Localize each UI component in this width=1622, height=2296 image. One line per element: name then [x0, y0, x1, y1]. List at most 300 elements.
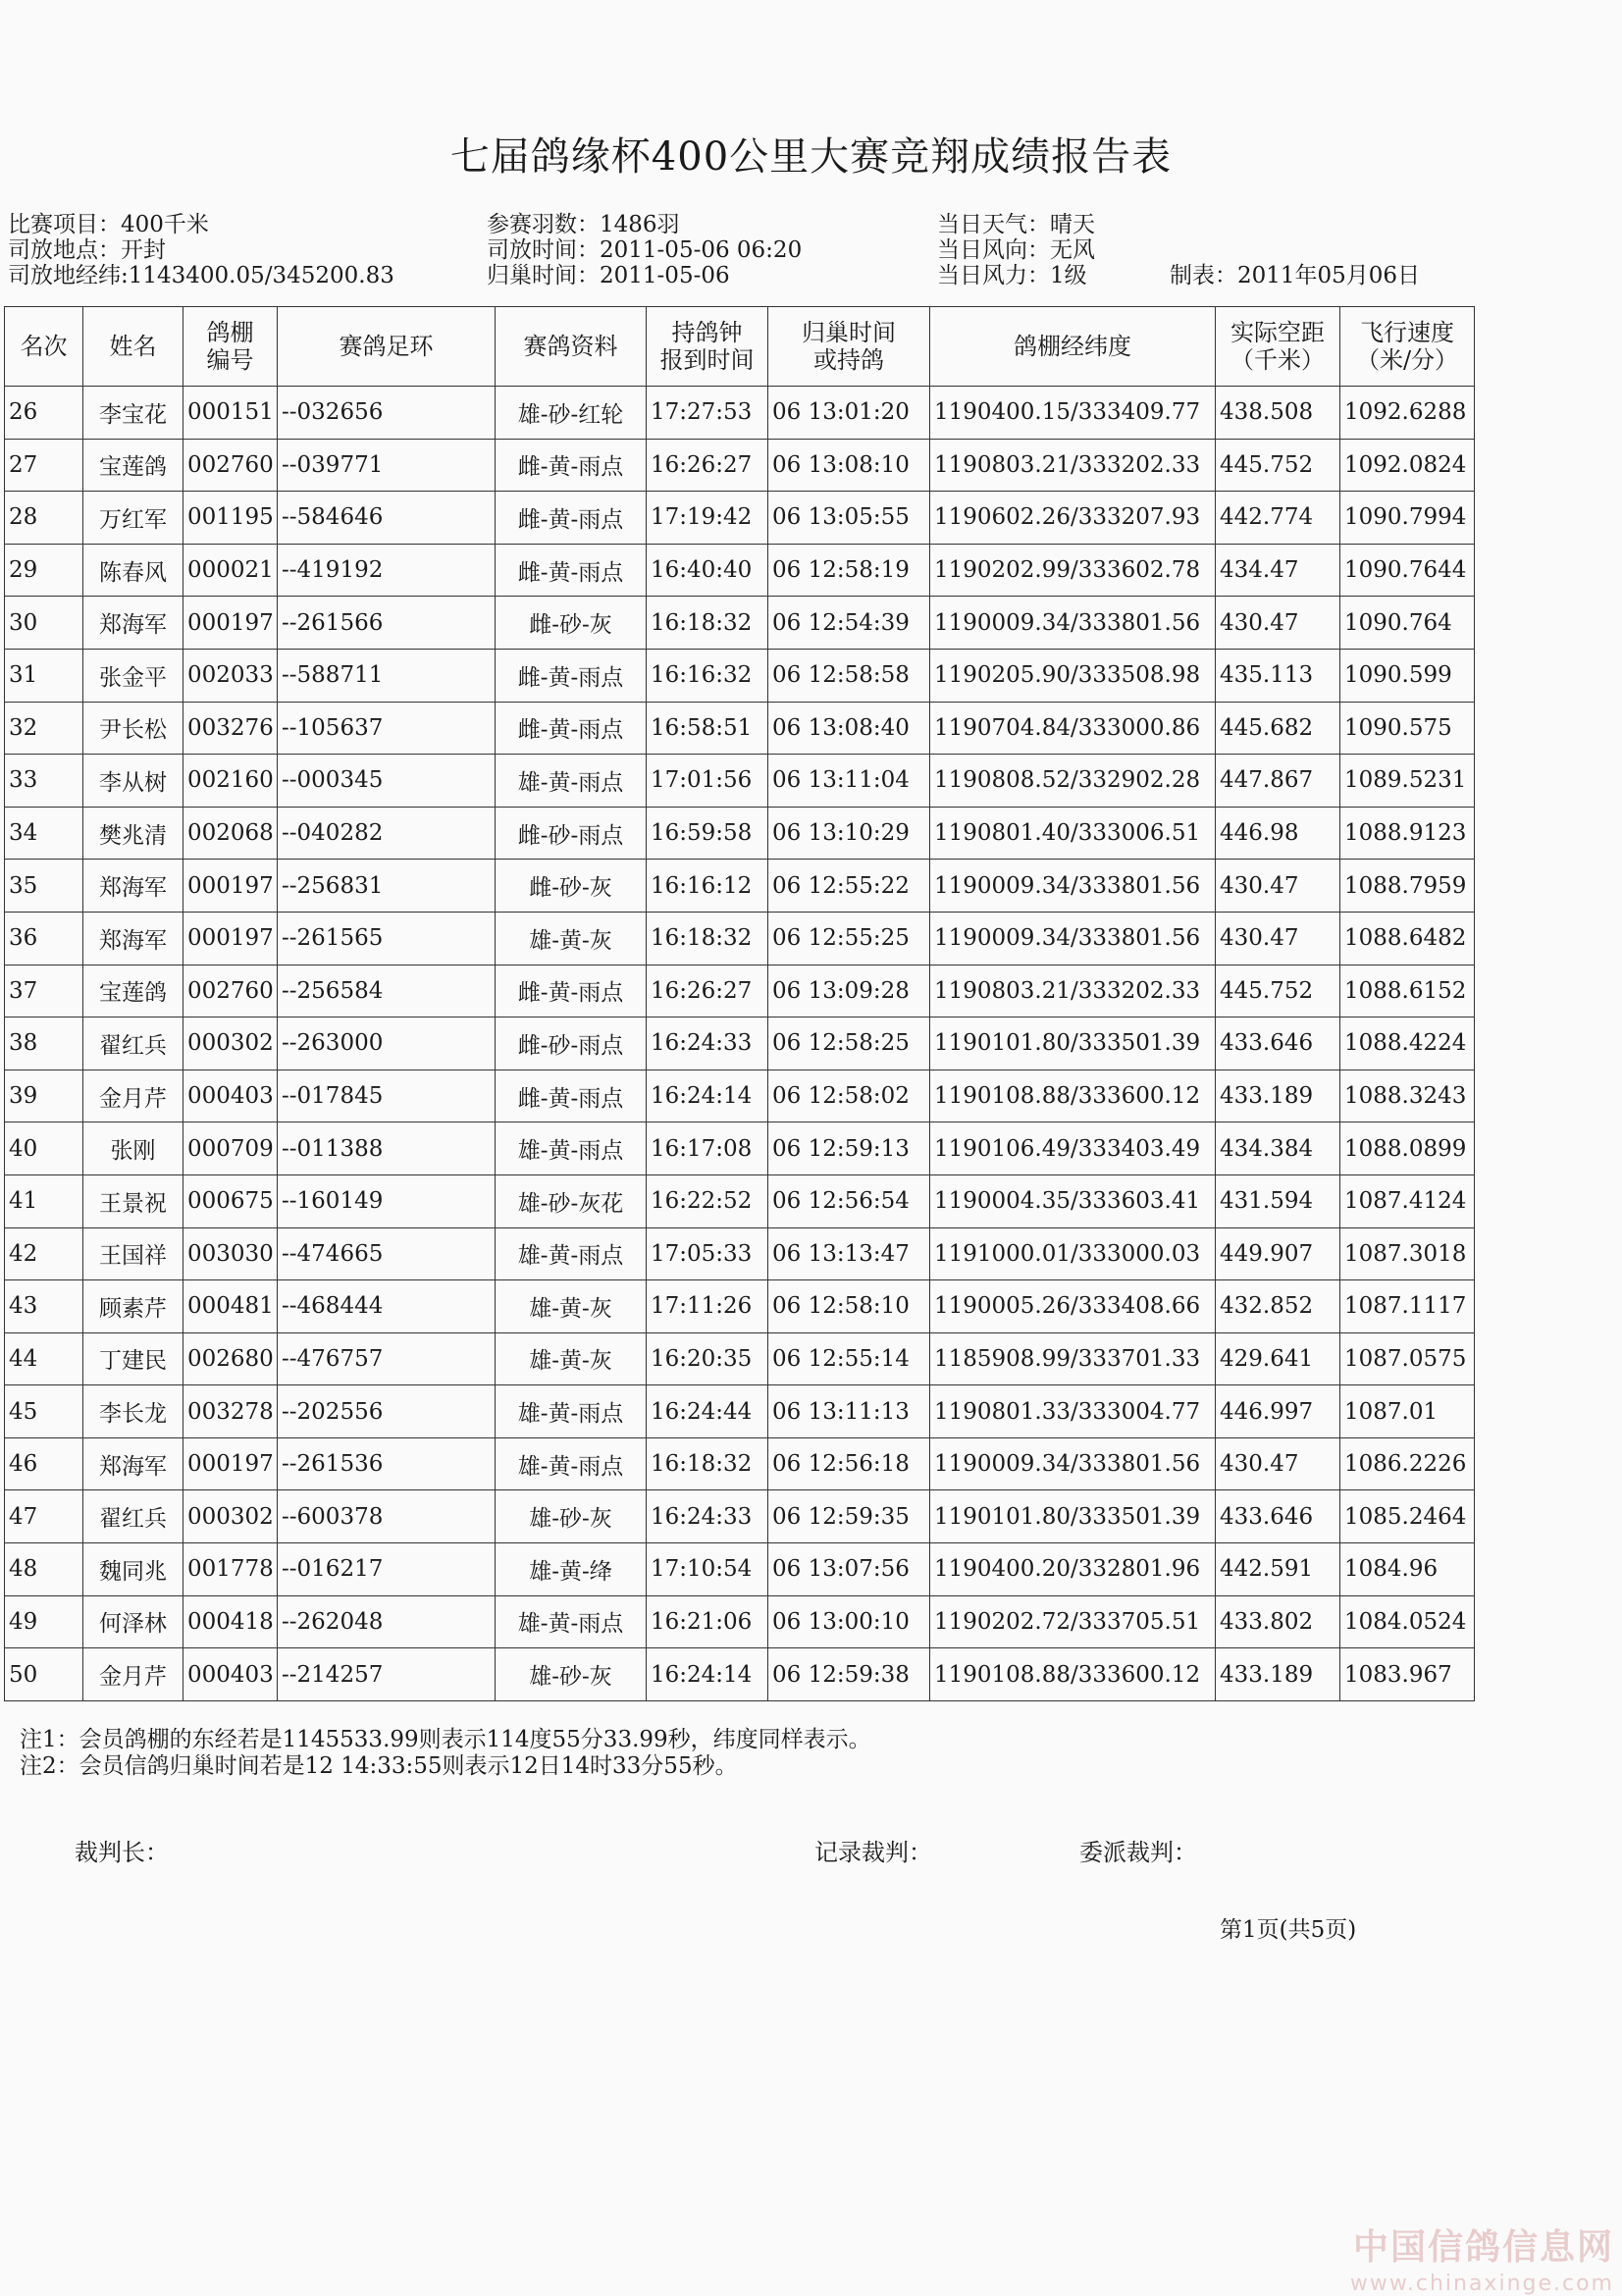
return-time-cell: 06 13:11:13: [768, 1385, 930, 1438]
name-cell: 张金平: [83, 649, 183, 702]
header-name-line: 姓名: [109, 333, 157, 360]
ring-cell: --000345: [278, 755, 496, 808]
rank-cell: 31: [5, 649, 83, 702]
table-row: [5, 597, 1475, 650]
return-time-cell: 06 13:10:29: [768, 807, 930, 860]
distance-cell: 435.113: [1216, 649, 1340, 702]
coords-cell: 1190009.34/333801.56: [930, 912, 1216, 965]
clock-time-cell: 16:16:32: [647, 649, 768, 702]
table-header-row: [5, 307, 1475, 387]
meta-weather: 当日天气：晴天: [937, 212, 1095, 237]
coords-cell: 1190108.88/333600.12: [930, 1070, 1216, 1122]
ring-cell: --474665: [278, 1227, 496, 1280]
speed-cell: 1087.01: [1340, 1385, 1475, 1438]
coords-cell: 1190202.72/333705.51: [930, 1595, 1216, 1648]
distance-cell: 433.802: [1216, 1595, 1340, 1648]
table-row: [5, 1280, 1475, 1333]
loft-id-cell: 001195: [183, 492, 278, 545]
distance-cell: 430.47: [1216, 597, 1340, 650]
ring-cell: --419192: [278, 544, 496, 597]
clock-time-cell: 16:24:44: [647, 1385, 768, 1438]
bird-info-cell: 雄-砂-红轮: [496, 387, 647, 440]
speed-cell: 1086.2226: [1340, 1437, 1475, 1490]
bird-info-cell: 雌-砂-灰: [496, 597, 647, 650]
watermark-name: 中国信鸽信息网: [1352, 2227, 1614, 2268]
page-number: 第1页(共5页): [1220, 1917, 1357, 1943]
header-speed-line: 飞行速度: [1360, 319, 1454, 346]
clock-time-cell: 16:21:06: [647, 1595, 768, 1648]
return-time-cell: 06 13:09:28: [768, 965, 930, 1018]
table-row: [5, 1595, 1475, 1648]
coords-cell: 1190801.40/333006.51: [930, 807, 1216, 860]
table-row: [5, 702, 1475, 755]
ring-cell: --040282: [278, 807, 496, 860]
note-1: 注1：会员鸽棚的东经若是1145533.99则表示114度55分33.99秒，纬度同样表示。: [20, 1727, 871, 1752]
rank-cell: 41: [5, 1174, 83, 1227]
rank-cell: 49: [5, 1595, 83, 1648]
rank-cell: 36: [5, 912, 83, 965]
report-title: 七届鸽缘杯400公里大赛竞翔成绩报告表: [449, 134, 1173, 180]
chief-judge-label: 裁判长：: [75, 1839, 169, 1866]
speed-cell: 1088.3243: [1340, 1070, 1475, 1122]
ring-cell: --262048: [278, 1595, 496, 1648]
table-row: [5, 1227, 1475, 1280]
ring-cell: --017845: [278, 1070, 496, 1122]
return-time-cell: 06 12:59:38: [768, 1648, 930, 1701]
loft-id-cell: 000021: [183, 544, 278, 597]
header-ring-number-line: 赛鸽足环: [339, 333, 434, 360]
coords-cell: 1190202.99/333602.78: [930, 544, 1216, 597]
return-time-cell: 06 12:55:22: [768, 860, 930, 913]
speed-cell: 1090.764: [1340, 597, 1475, 650]
coords-cell: 1191000.01/333000.03: [930, 1227, 1216, 1280]
ring-cell: --160149: [278, 1174, 496, 1227]
ring-cell: --261566: [278, 597, 496, 650]
name-cell: 郑海军: [83, 860, 183, 913]
name-cell: 郑海军: [83, 1437, 183, 1490]
header-ring-number: [278, 307, 496, 387]
rank-cell: 27: [5, 439, 83, 492]
speed-cell: 1092.0824: [1340, 439, 1475, 492]
speed-cell: 1087.1117: [1340, 1280, 1475, 1333]
speed-cell: 1090.7994: [1340, 492, 1475, 545]
loft-id-cell: 002680: [183, 1332, 278, 1385]
meta-column-2: [487, 212, 802, 288]
distance-cell: 442.774: [1216, 492, 1340, 545]
coords-cell: 1190808.52/332902.28: [930, 755, 1216, 808]
header-loft-coords: [930, 307, 1216, 387]
return-time-cell: 06 13:00:10: [768, 1595, 930, 1648]
table-row: [5, 1174, 1475, 1227]
meta-release-site: 司放地点：开封: [8, 237, 166, 263]
clock-time-cell: 17:10:54: [647, 1543, 768, 1596]
coords-cell: 1190400.20/332801.96: [930, 1543, 1216, 1596]
watermark: [1350, 2219, 1614, 2296]
distance-cell: 446.997: [1216, 1385, 1340, 1438]
rank-cell: 37: [5, 965, 83, 1018]
ring-cell: --016217: [278, 1543, 496, 1596]
return-time-cell: 06 12:55:25: [768, 912, 930, 965]
ring-cell: --263000: [278, 1018, 496, 1070]
clock-time-cell: 17:01:56: [647, 755, 768, 808]
speed-cell: 1083.967: [1340, 1648, 1475, 1701]
table-row: [5, 1648, 1475, 1701]
speed-cell: 1088.6152: [1340, 965, 1475, 1018]
speed-cell: 1084.96: [1340, 1543, 1475, 1596]
header-loft-id-line: 鸽棚: [206, 319, 254, 346]
table-body: [5, 387, 1475, 1701]
meta-column-1: [8, 212, 394, 288]
name-cell: 万红军: [83, 492, 183, 545]
table-row: [5, 1070, 1475, 1122]
table-row: [5, 965, 1475, 1018]
name-cell: 李宝花: [83, 387, 183, 440]
table-row: [5, 1018, 1475, 1070]
name-cell: 郑海军: [83, 597, 183, 650]
ring-cell: --039771: [278, 439, 496, 492]
loft-id-cell: 000675: [183, 1174, 278, 1227]
rank-cell: 43: [5, 1280, 83, 1333]
name-cell: 王国祥: [83, 1227, 183, 1280]
distance-cell: 442.591: [1216, 1543, 1340, 1596]
header-return-time-line: 或持鸽: [813, 346, 884, 374]
name-cell: 郑海军: [83, 912, 183, 965]
loft-id-cell: 000197: [183, 912, 278, 965]
bird-info-cell: 雌-砂-雨点: [496, 1018, 647, 1070]
table-row: [5, 1437, 1475, 1490]
table-row: [5, 649, 1475, 702]
rank-cell: 50: [5, 1648, 83, 1701]
ring-cell: --011388: [278, 1122, 496, 1175]
name-cell: 金月芹: [83, 1648, 183, 1701]
coords-cell: 1190803.21/333202.33: [930, 965, 1216, 1018]
loft-id-cell: 000481: [183, 1280, 278, 1333]
name-cell: 樊兆清: [83, 807, 183, 860]
table-row: [5, 755, 1475, 808]
coords-cell: 1190009.34/333801.56: [930, 597, 1216, 650]
coords-cell: 1190704.84/333000.86: [930, 702, 1216, 755]
loft-id-cell: 000403: [183, 1070, 278, 1122]
rank-cell: 45: [5, 1385, 83, 1438]
bird-info-cell: 雌-黄-雨点: [496, 965, 647, 1018]
bird-info-cell: 雄-黄-灰: [496, 912, 647, 965]
return-time-cell: 06 12:58:02: [768, 1070, 930, 1122]
coords-cell: 1190803.21/333202.33: [930, 439, 1216, 492]
rank-cell: 44: [5, 1332, 83, 1385]
appointed-judge-label: 委派裁判：: [1079, 1839, 1197, 1866]
return-time-cell: 06 12:54:39: [768, 597, 930, 650]
header-distance-line: （千米）: [1230, 346, 1325, 374]
header-clock-time-line: 持鸽钟: [671, 319, 743, 346]
bird-info-cell: 雄-黄-雨点: [496, 1595, 647, 1648]
ring-cell: --468444: [278, 1280, 496, 1333]
bird-info-cell: 雌-黄-雨点: [496, 649, 647, 702]
watermark-url: www.chinaxinge.com: [1349, 2271, 1614, 2296]
bird-info-cell: 雄-黄-雨点: [496, 1437, 647, 1490]
table-row: [5, 1490, 1475, 1543]
distance-cell: 445.752: [1216, 439, 1340, 492]
loft-id-cell: 000302: [183, 1018, 278, 1070]
table-row: [5, 544, 1475, 597]
rank-cell: 34: [5, 807, 83, 860]
return-time-cell: 06 12:56:18: [768, 1437, 930, 1490]
coords-cell: 1185908.99/333701.33: [930, 1332, 1216, 1385]
header-speed: [1340, 307, 1475, 387]
loft-id-cell: 000197: [183, 597, 278, 650]
loft-id-cell: 002760: [183, 965, 278, 1018]
clock-time-cell: 16:40:40: [647, 544, 768, 597]
clock-time-cell: 17:27:53: [647, 387, 768, 440]
rank-cell: 32: [5, 702, 83, 755]
header-bird-info: [496, 307, 647, 387]
coords-cell: 1190400.15/333409.77: [930, 387, 1216, 440]
rank-cell: 40: [5, 1122, 83, 1175]
loft-id-cell: 000403: [183, 1648, 278, 1701]
ring-cell: --032656: [278, 387, 496, 440]
meta-column-3: [937, 212, 1095, 288]
clock-time-cell: 16:24:14: [647, 1070, 768, 1122]
return-time-cell: 06 12:58:25: [768, 1018, 930, 1070]
distance-cell: 433.189: [1216, 1648, 1340, 1701]
speed-cell: 1084.0524: [1340, 1595, 1475, 1648]
name-cell: 顾素芹: [83, 1280, 183, 1333]
note-2: 注2：会员信鸽归巢时间若是12 14:33:55则表示12日14时33分55秒。: [20, 1753, 738, 1779]
rank-cell: 39: [5, 1070, 83, 1122]
name-cell: 宝莲鸽: [83, 439, 183, 492]
name-cell: 宝莲鸽: [83, 965, 183, 1018]
speed-cell: 1090.7644: [1340, 544, 1475, 597]
distance-cell: 445.752: [1216, 965, 1340, 1018]
rank-cell: 42: [5, 1227, 83, 1280]
rank-cell: 29: [5, 544, 83, 597]
clock-time-cell: 16:17:08: [647, 1122, 768, 1175]
loft-id-cell: 000709: [183, 1122, 278, 1175]
ring-cell: --476757: [278, 1332, 496, 1385]
coords-cell: 1190004.35/333603.41: [930, 1174, 1216, 1227]
ring-cell: --588711: [278, 649, 496, 702]
bird-info-cell: 雄-黄-雨点: [496, 1227, 647, 1280]
meta-event: 比赛项目：400千米: [8, 212, 209, 237]
clock-time-cell: 16:18:32: [647, 1437, 768, 1490]
table-row: [5, 492, 1475, 545]
table-row: [5, 1332, 1475, 1385]
table-row: [5, 387, 1475, 440]
clock-time-cell: 16:16:12: [647, 860, 768, 913]
name-cell: 李从树: [83, 755, 183, 808]
clock-time-cell: 16:26:27: [647, 965, 768, 1018]
bird-info-cell: 雌-黄-雨点: [496, 492, 647, 545]
bird-info-cell: 雄-黄-雨点: [496, 1385, 647, 1438]
table-row: [5, 1385, 1475, 1438]
return-time-cell: 06 12:55:14: [768, 1332, 930, 1385]
loft-id-cell: 002760: [183, 439, 278, 492]
distance-cell: 434.47: [1216, 544, 1340, 597]
header-return-time-line: 归巢时间: [802, 319, 896, 346]
distance-cell: 430.47: [1216, 1437, 1340, 1490]
table-row: [5, 1122, 1475, 1175]
name-cell: 魏同兆: [83, 1543, 183, 1596]
speed-cell: 1087.4124: [1340, 1174, 1475, 1227]
distance-cell: 447.867: [1216, 755, 1340, 808]
loft-id-cell: 000302: [183, 1490, 278, 1543]
meta-release-coords: 司放地经纬:1143400.05/345200.83: [8, 263, 394, 288]
speed-cell: 1088.6482: [1340, 912, 1475, 965]
coords-cell: 1190005.26/333408.66: [930, 1280, 1216, 1333]
bird-info-cell: 雄-黄-雨点: [496, 755, 647, 808]
clock-time-cell: 16:24:33: [647, 1018, 768, 1070]
loft-id-cell: 003278: [183, 1385, 278, 1438]
bird-info-cell: 雌-黄-雨点: [496, 544, 647, 597]
distance-cell: 430.47: [1216, 860, 1340, 913]
header-clock-time-line: 报到时间: [659, 346, 755, 374]
meta-entries: 参赛羽数：1486羽: [487, 212, 680, 237]
header-clock-time: [647, 307, 768, 387]
distance-cell: 433.646: [1216, 1490, 1340, 1543]
return-time-cell: 06 13:01:20: [768, 387, 930, 440]
speed-cell: 1090.575: [1340, 702, 1475, 755]
speed-cell: 1088.9123: [1340, 807, 1475, 860]
bird-info-cell: 雌-黄-雨点: [496, 702, 647, 755]
ring-cell: --584646: [278, 492, 496, 545]
header-speed-line: （米/分）: [1355, 346, 1459, 374]
clock-time-cell: 16:20:35: [647, 1332, 768, 1385]
loft-id-cell: 002033: [183, 649, 278, 702]
speed-cell: 1085.2464: [1340, 1490, 1475, 1543]
bird-info-cell: 雄-砂-灰: [496, 1648, 647, 1701]
name-cell: 何泽林: [83, 1595, 183, 1648]
bird-info-cell: 雄-砂-灰: [496, 1490, 647, 1543]
loft-id-cell: 000418: [183, 1595, 278, 1648]
return-time-cell: 06 12:59:13: [768, 1122, 930, 1175]
rank-cell: 38: [5, 1018, 83, 1070]
rank-cell: 35: [5, 860, 83, 913]
meta-made-date: 制表：2011年05月06日: [1170, 263, 1421, 288]
clock-time-cell: 16:26:27: [647, 439, 768, 492]
clock-time-cell: 16:59:58: [647, 807, 768, 860]
loft-id-cell: 000197: [183, 860, 278, 913]
return-time-cell: 06 13:07:56: [768, 1543, 930, 1596]
name-cell: 张刚: [83, 1122, 183, 1175]
meta-return-date: 归巢时间：2011-05-06: [487, 263, 730, 288]
coords-cell: 1190009.34/333801.56: [930, 860, 1216, 913]
header-distance: [1216, 307, 1340, 387]
speed-cell: 1087.3018: [1340, 1227, 1475, 1280]
distance-cell: 434.384: [1216, 1122, 1340, 1175]
loft-id-cell: 001778: [183, 1543, 278, 1596]
distance-cell: 430.47: [1216, 912, 1340, 965]
clock-time-cell: 17:11:26: [647, 1280, 768, 1333]
distance-cell: 432.852: [1216, 1280, 1340, 1333]
rank-cell: 48: [5, 1543, 83, 1596]
return-time-cell: 06 13:05:55: [768, 492, 930, 545]
coords-cell: 1190205.90/333508.98: [930, 649, 1216, 702]
ring-cell: --261536: [278, 1437, 496, 1490]
loft-id-cell: 000197: [183, 1437, 278, 1490]
ring-cell: --261565: [278, 912, 496, 965]
distance-cell: 429.641: [1216, 1332, 1340, 1385]
speed-cell: 1089.5231: [1340, 755, 1475, 808]
name-cell: 丁建民: [83, 1332, 183, 1385]
return-time-cell: 06 12:59:35: [768, 1490, 930, 1543]
loft-id-cell: 002160: [183, 755, 278, 808]
name-cell: 陈春风: [83, 544, 183, 597]
coords-cell: 1190801.33/333004.77: [930, 1385, 1216, 1438]
header-bird-info-line: 赛鸽资料: [523, 333, 618, 360]
header-rank-line: 名次: [20, 333, 68, 360]
distance-cell: 446.98: [1216, 807, 1340, 860]
table-row: [5, 860, 1475, 913]
bird-info-cell: 雌-砂-雨点: [496, 807, 647, 860]
table-row: [5, 439, 1475, 492]
meta-wind-force: 当日风力：1级: [937, 263, 1087, 288]
bird-info-cell: 雄-黄-雨点: [496, 1122, 647, 1175]
clock-time-cell: 16:24:14: [647, 1648, 768, 1701]
header-rank: [5, 307, 83, 387]
loft-id-cell: 000151: [183, 387, 278, 440]
rank-cell: 47: [5, 1490, 83, 1543]
notes: [20, 1727, 871, 1780]
rank-cell: 33: [5, 755, 83, 808]
rank-cell: 26: [5, 387, 83, 440]
ring-cell: --202556: [278, 1385, 496, 1438]
rank-cell: 28: [5, 492, 83, 545]
clock-time-cell: 17:19:42: [647, 492, 768, 545]
loft-id-cell: 002068: [183, 807, 278, 860]
clock-time-cell: 16:58:51: [647, 702, 768, 755]
name-cell: 翟红兵: [83, 1018, 183, 1070]
distance-cell: 438.508: [1216, 387, 1340, 440]
name-cell: 翟红兵: [83, 1490, 183, 1543]
bird-info-cell: 雄-黄-灰: [496, 1332, 647, 1385]
header-return-time: [768, 307, 930, 387]
clock-time-cell: 16:22:52: [647, 1174, 768, 1227]
distance-cell: 449.907: [1216, 1227, 1340, 1280]
bird-info-cell: 雄-砂-灰花: [496, 1174, 647, 1227]
clock-time-cell: 17:05:33: [647, 1227, 768, 1280]
ring-cell: --105637: [278, 702, 496, 755]
rank-cell: 46: [5, 1437, 83, 1490]
coords-cell: 1190108.88/333600.12: [930, 1648, 1216, 1701]
ring-cell: --214257: [278, 1648, 496, 1701]
meta-release-time: 司放时间：2011-05-06 06:20: [487, 237, 803, 263]
header-distance-line: 实际空距: [1230, 319, 1325, 346]
return-time-cell: 06 12:58:58: [768, 649, 930, 702]
return-time-cell: 06 13:13:47: [768, 1227, 930, 1280]
distance-cell: 433.189: [1216, 1070, 1340, 1122]
loft-id-cell: 003030: [183, 1227, 278, 1280]
table-row: [5, 1543, 1475, 1596]
distance-cell: 445.682: [1216, 702, 1340, 755]
coords-cell: 1190101.80/333501.39: [930, 1490, 1216, 1543]
clock-time-cell: 16:18:32: [647, 912, 768, 965]
coords-cell: 1190101.80/333501.39: [930, 1018, 1216, 1070]
coords-cell: 1190106.49/333403.49: [930, 1122, 1216, 1175]
speed-cell: 1092.6288: [1340, 387, 1475, 440]
ring-cell: --256584: [278, 965, 496, 1018]
name-cell: 尹长松: [83, 702, 183, 755]
speed-cell: 1088.7959: [1340, 860, 1475, 913]
return-time-cell: 06 13:11:04: [768, 755, 930, 808]
table-row: [5, 807, 1475, 860]
distance-cell: 431.594: [1216, 1174, 1340, 1227]
bird-info-cell: 雄-黄-灰: [496, 1280, 647, 1333]
return-time-cell: 06 12:56:54: [768, 1174, 930, 1227]
ring-cell: --256831: [278, 860, 496, 913]
header-loft-id-line: 编号: [206, 346, 254, 374]
table-row: [5, 912, 1475, 965]
header-loft-coords-line: 鸽棚经纬度: [1014, 333, 1131, 360]
header-loft-id: [183, 307, 278, 387]
